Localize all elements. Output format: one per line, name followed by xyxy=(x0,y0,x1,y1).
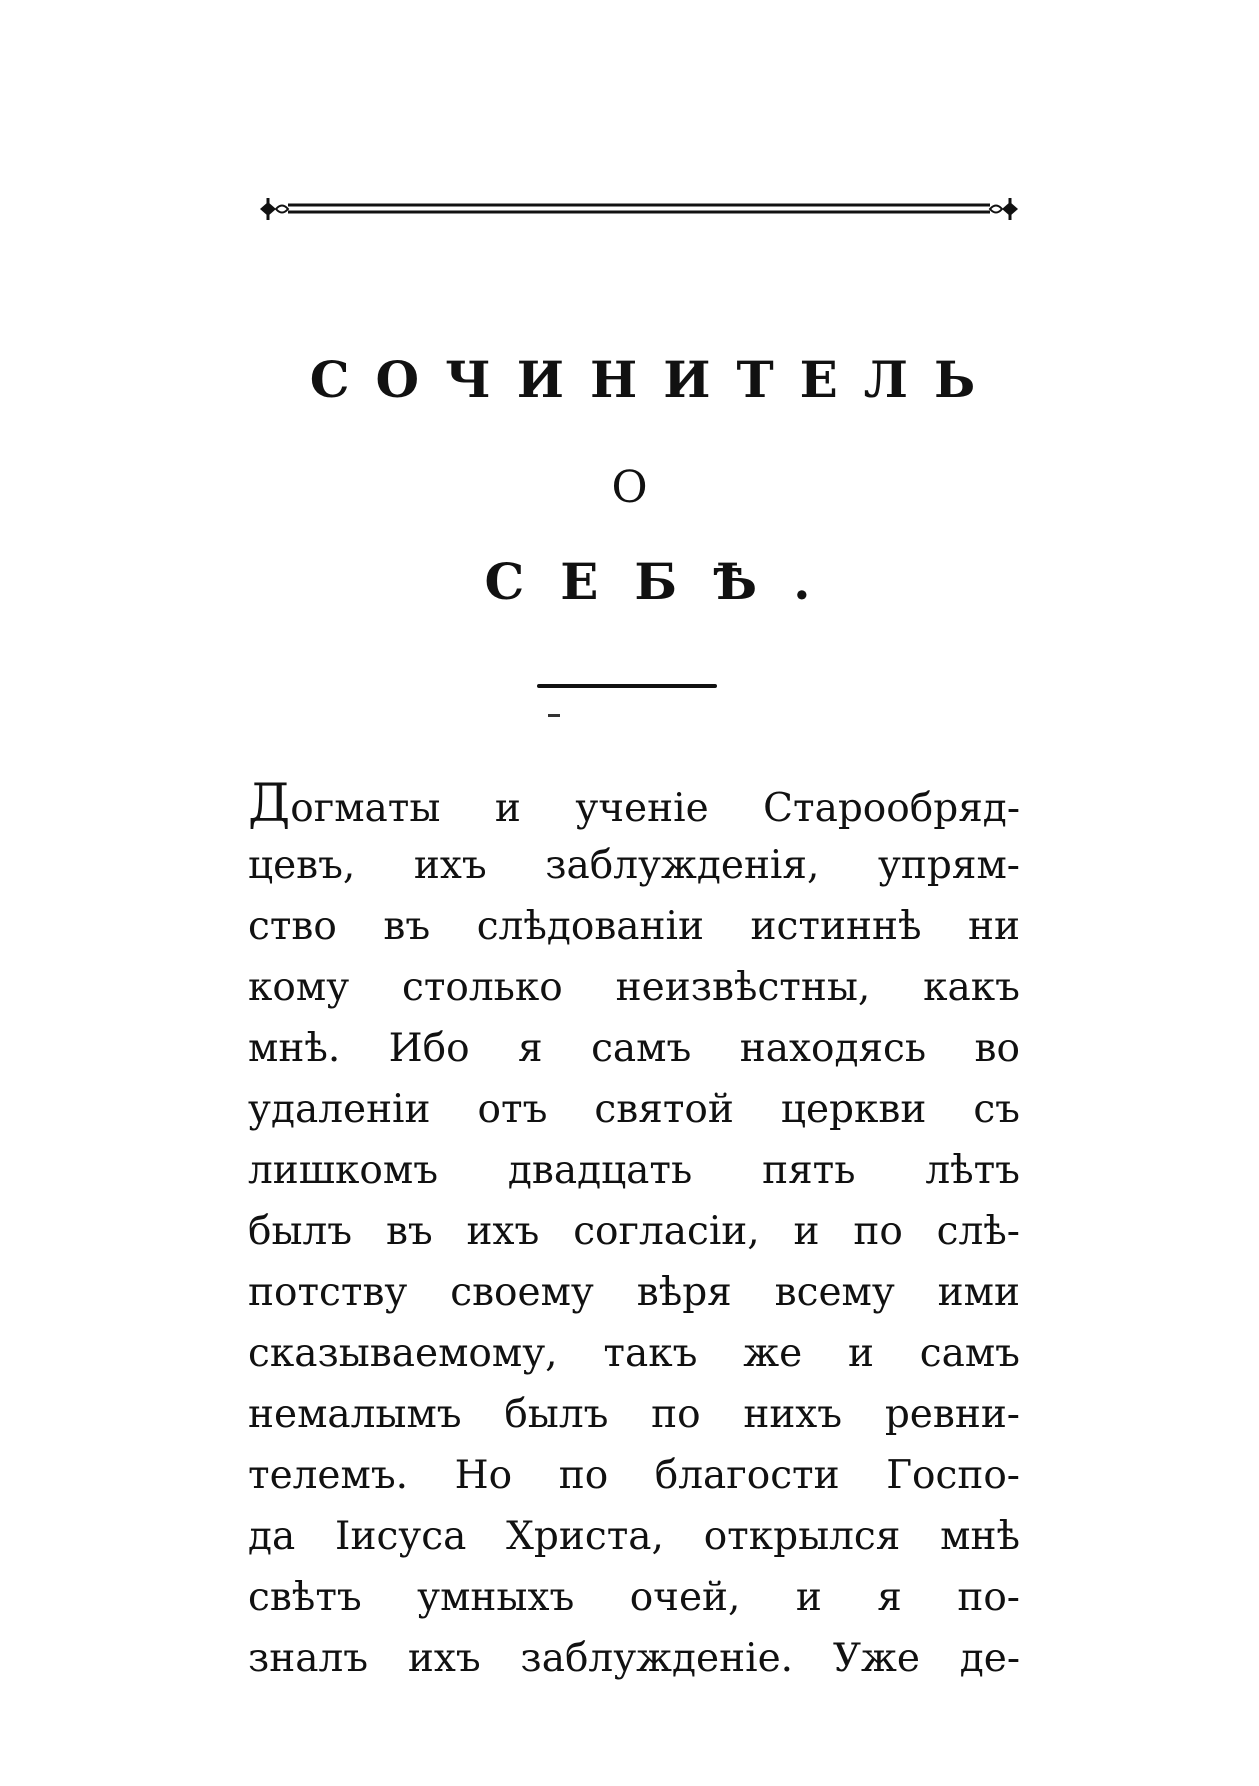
body-paragraph xyxy=(248,774,1020,1689)
text-line: удаленіи отъ святой церкви съ xyxy=(248,1087,1020,1132)
text-line: телемъ. Но по благости Госпо- xyxy=(248,1453,1020,1498)
text-line: былъ въ ихъ согласіи, и по слѣ- xyxy=(248,1209,1020,1254)
divider-speck xyxy=(548,714,560,717)
text-line: зналъ ихъ заблужденіе. Уже де- xyxy=(248,1636,1020,1681)
ornamental-top-rule xyxy=(258,196,1020,222)
text-line: мнѣ. Ибо я самъ находясь во xyxy=(248,1026,1020,1071)
chapter-title: СОЧИНИТЕЛЬ xyxy=(309,350,1002,409)
text-line: немалымъ былъ по нихъ ревни- xyxy=(248,1392,1020,1437)
text-line: сказываемому, такъ же и самъ xyxy=(248,1331,1020,1376)
text-line: ство въ слѣдованіи истиннѣ ни xyxy=(248,904,1020,949)
text-line: свѣтъ умныхъ очей, и я по- xyxy=(248,1575,1020,1620)
text-line: потству своему вѣря всему ими xyxy=(248,1270,1020,1315)
text-line: лишкомъ двадцать пять лѣтъ xyxy=(248,1148,1020,1193)
text-line: кому столько неизвѣстны, какъ xyxy=(248,965,1020,1010)
chapter-title-preposition: О xyxy=(611,462,648,513)
chapter-title-end: СЕБѢ. xyxy=(484,552,847,611)
text-line: да Іисуса Христа, открылся мнѣ xyxy=(248,1514,1020,1559)
text-line: цевъ, ихъ заблужденія, упрям- xyxy=(248,843,1020,888)
text-line: Догматы и ученіе Старообряд- xyxy=(248,774,1020,834)
title-divider xyxy=(537,684,717,688)
ornament-divider-icon xyxy=(258,196,1020,222)
